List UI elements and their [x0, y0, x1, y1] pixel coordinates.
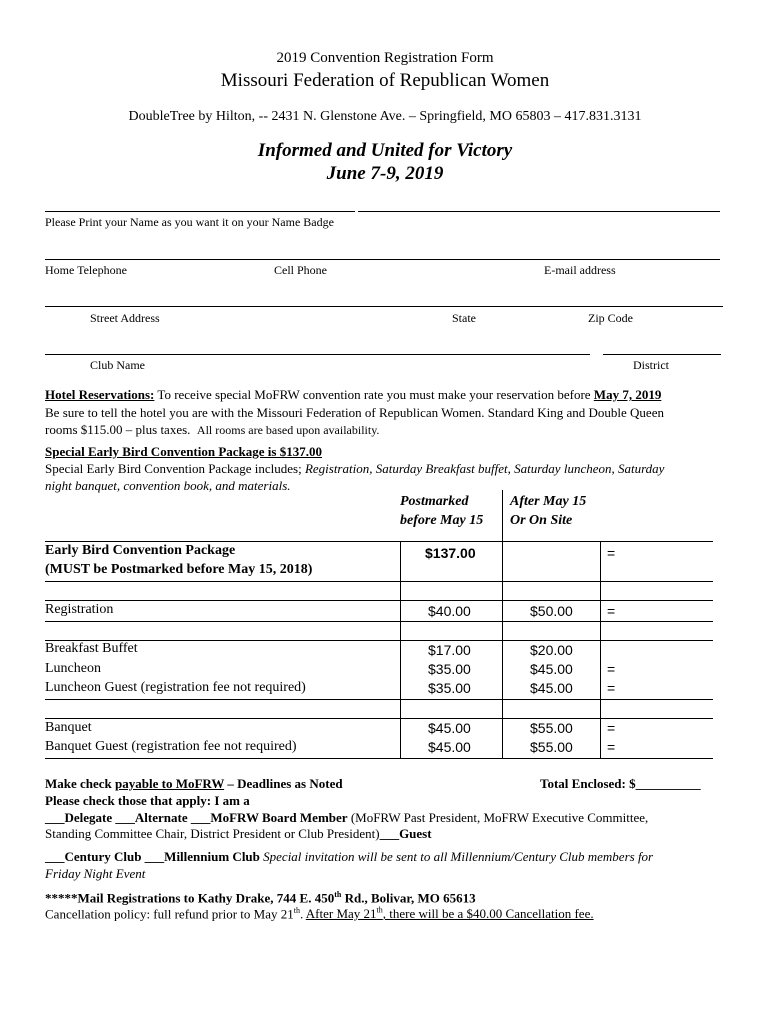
club-name-label: Club Name	[90, 358, 145, 372]
mail-line	[45, 890, 476, 906]
century-note-2: Friday Night Event	[45, 866, 146, 881]
district-label: District	[633, 358, 669, 372]
check-those-label: Please check those that apply: I am a	[45, 793, 250, 808]
org-name: Missouri Federation of Republican Women	[220, 70, 550, 91]
form-title: 2019 Convention Registration Form	[276, 50, 494, 66]
package-includes-2: night banquet, convention book, and materials.	[45, 478, 291, 493]
row-banquet-guest-after: $55.00	[530, 739, 573, 755]
address-input[interactable]	[45, 292, 723, 307]
row-banquet-eq: =	[607, 720, 616, 736]
make-check-line	[45, 776, 343, 792]
row-earlybird-before: $137.00	[425, 545, 476, 561]
district-input[interactable]	[603, 340, 721, 355]
board-note-2: Standing Committee Chair, District President or Club President)	[45, 826, 380, 841]
member-type-options[interactable]: ___Delegate ___Alternate ___MoFRW Board Member	[45, 810, 348, 825]
package-heading: Special Early Bird Convention Package is $137.00	[45, 444, 322, 459]
cancel-sup: th	[293, 906, 300, 915]
phone-email-input[interactable]	[45, 245, 720, 260]
row-banquet-before: $45.00	[428, 720, 471, 736]
col-before-line1: Postmarked	[400, 494, 469, 509]
col-after-line1: After May 15	[510, 494, 587, 509]
row-breakfast-label: Breakfast Buffet	[45, 641, 138, 656]
cancellation-line	[45, 906, 594, 922]
century-note: Special invitation will be sent to all Millennium/Century Club members for	[259, 849, 654, 864]
hotel-line-3	[45, 422, 379, 438]
package-line-1	[45, 461, 664, 477]
name-badge-input-2[interactable]	[358, 197, 720, 212]
hotel-text-1: To receive special MoFRW convention rate you must make your reservation before	[154, 387, 594, 402]
event-dates: June 7-9, 2019	[326, 163, 444, 184]
package-intro: Special Early Bird Convention Package includes;	[45, 461, 305, 476]
row-luncheon-label: Luncheon	[45, 661, 101, 676]
name-badge-label: Please Print your Name as you want it on your Name Badge	[45, 215, 334, 229]
theme-title: Informed and United for Victory	[257, 140, 513, 161]
mail-b: Rd., Bolivar, MO 65613	[341, 890, 476, 906]
row-earlybird-label: Early Bird Convention Package	[45, 543, 236, 558]
street-label: Street Address	[90, 311, 160, 325]
row-luncheon-before: $35.00	[428, 661, 471, 677]
email-label: E-mail address	[544, 263, 616, 277]
row-banquet-after: $55.00	[530, 720, 573, 736]
row-luncheon-guest-before: $35.00	[428, 680, 471, 696]
guest-option[interactable]: ___Guest	[379, 826, 432, 841]
row-luncheon-eq: =	[607, 661, 616, 677]
name-badge-input[interactable]	[45, 197, 355, 212]
row-registration-eq: =	[607, 603, 616, 619]
zip-label: Zip Code	[588, 311, 633, 325]
row-banquet-guest-before: $45.00	[428, 739, 471, 755]
row-registration-before: $40.00	[428, 603, 471, 619]
mail-sup: th	[334, 890, 342, 899]
row-luncheon-guest-eq: =	[607, 680, 616, 696]
total-enclosed[interactable]: Total Enclosed: $__________	[540, 776, 701, 791]
row-luncheon-guest-after: $45.00	[530, 680, 573, 696]
club-membership-options[interactable]: ___Century Club ___Millennium Club	[45, 849, 260, 864]
package-includes-1: Registration, Saturday Breakfast buffet, Saturday luncheon, Saturday	[304, 461, 665, 476]
hotel-rate: rooms $115.00 – plus taxes.	[45, 422, 191, 437]
make-check-c: – Deadlines as Noted	[224, 776, 343, 791]
cancel-c: After May 21	[305, 906, 377, 922]
col-before-line2: before May 15	[400, 513, 484, 528]
payable-to: payable to MoFRW	[115, 776, 225, 791]
make-check-a: Make check	[45, 776, 116, 791]
col-after-line2: Or On Site	[510, 513, 573, 528]
mail-a: *****Mail Registrations to Kathy Drake, 744 E. 450	[45, 890, 335, 906]
row-earlybird-eq: =	[607, 545, 616, 561]
hotel-line-2: Be sure to tell the hotel you are with the Missouri Federation of Republican Women. Standard King and Double Queen	[45, 405, 664, 420]
hotel-deadline: May 7, 2019	[593, 387, 662, 402]
cell-phone-label: Cell Phone	[274, 263, 327, 277]
availability-note: All rooms are based upon availability.	[196, 423, 380, 437]
member-type-line	[45, 810, 648, 826]
row-banquet-guest-label: Banquet Guest (registration fee not required)	[45, 739, 297, 754]
row-earlybird-label-2: (MUST be Postmarked before May 15, 2018)	[45, 562, 313, 577]
club-membership-line	[45, 849, 653, 865]
cancel-a: Cancellation policy: full refund prior to May 21	[45, 906, 294, 922]
state-label: State	[452, 311, 476, 325]
row-breakfast-after: $20.00	[530, 642, 573, 658]
cancel-b: .	[299, 906, 306, 922]
club-name-input[interactable]	[45, 340, 590, 355]
row-registration-after: $50.00	[530, 603, 573, 619]
venue-line: DoubleTree by Hilton, -- 2431 N. Glenstone Ave. – Springfield, MO 65803 – 417.831.3131	[128, 109, 642, 124]
board-note-line-2	[45, 826, 432, 842]
row-banquet-guest-eq: =	[607, 739, 616, 755]
hotel-line-1	[45, 387, 661, 403]
board-note: (MoFRW Past President, MoFRW Executive Committee,	[347, 810, 649, 825]
row-luncheon-guest-label: Luncheon Guest (registration fee not required)	[45, 680, 306, 695]
home-phone-label: Home Telephone	[45, 263, 127, 277]
row-luncheon-after: $45.00	[530, 661, 573, 677]
row-banquet-label: Banquet	[45, 720, 92, 735]
row-breakfast-before: $17.00	[428, 642, 471, 658]
row-registration-label: Registration	[45, 602, 114, 617]
cancel-sup-2: th	[376, 906, 383, 915]
hotel-heading: Hotel Reservations:	[45, 387, 155, 402]
cancel-d: , there will be a $40.00 Cancellation fee.	[382, 906, 594, 922]
cancel-after	[306, 906, 594, 921]
